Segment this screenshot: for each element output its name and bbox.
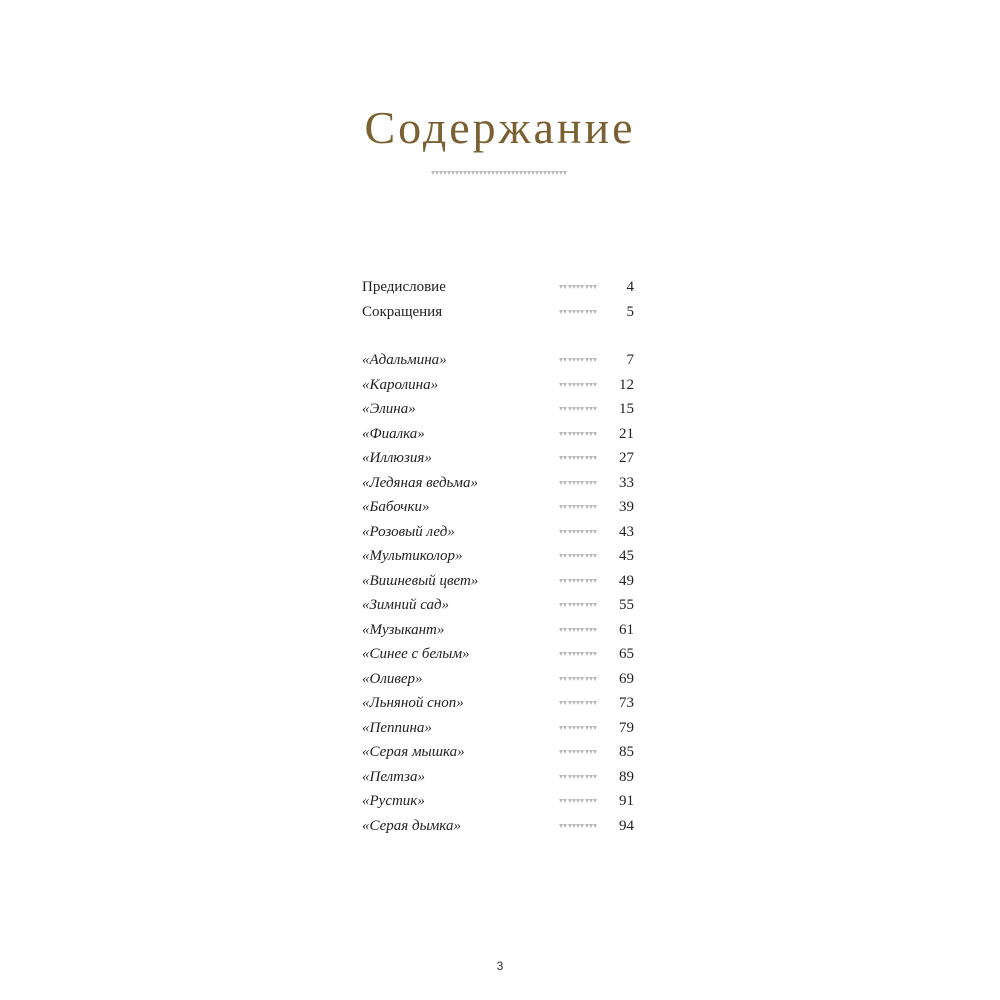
toc-leader-dots <box>559 530 597 535</box>
title-ornament <box>431 168 567 178</box>
toc-entry-title: «Музыкант» <box>362 621 445 638</box>
table-of-contents <box>362 275 634 838</box>
toc-entry-title: «Серая мышка» <box>362 744 465 760</box>
leader-triangle <box>593 285 597 289</box>
leader-triangle <box>593 432 597 436</box>
toc-leader-dots <box>559 456 597 461</box>
toc-entry-page: 21 <box>619 425 634 442</box>
leader-triangle <box>593 310 597 314</box>
toc-entry[interactable] <box>362 471 634 496</box>
toc-entry-page: 7 <box>626 352 634 368</box>
toc-leader-dots <box>559 701 597 706</box>
toc-entry[interactable] <box>362 593 634 618</box>
toc-entry-page: 39 <box>619 499 634 515</box>
leader-triangle <box>593 481 597 485</box>
toc-entry-title: «Серая дымка» <box>362 817 461 834</box>
toc-entry-title: «Ледяная ведьма» <box>362 474 478 491</box>
toc-entry-page: 69 <box>619 670 634 687</box>
toc-leader-dots <box>559 628 597 633</box>
toc-entry[interactable] <box>362 520 634 545</box>
toc-entry-page: 73 <box>619 695 634 711</box>
toc-leader-dots <box>559 432 597 437</box>
leader-triangle <box>593 750 597 754</box>
toc-entry[interactable] <box>362 618 634 643</box>
leader-triangle <box>593 652 597 656</box>
toc-leader-dots <box>559 358 597 363</box>
toc-entry[interactable] <box>362 642 634 667</box>
toc-leader-dots <box>559 750 597 755</box>
toc-entry[interactable] <box>362 667 634 692</box>
toc-leader-dots <box>559 726 597 731</box>
leader-triangle <box>593 775 597 779</box>
leader-triangle <box>593 799 597 803</box>
toc-entry-title: «Пелтза» <box>362 768 426 785</box>
toc-entry-page: 91 <box>619 793 634 809</box>
toc-entry-title: Предисловие <box>362 279 446 295</box>
toc-entry-title: «Льняной сноп» <box>362 695 464 711</box>
toc-entry[interactable] <box>362 716 634 741</box>
ornament-triangle <box>563 171 567 175</box>
toc-entry-page: 79 <box>619 719 634 736</box>
toc-leader-dots <box>559 383 597 388</box>
leader-triangle <box>593 701 597 705</box>
toc-entry-page: 65 <box>619 646 634 662</box>
leader-triangle <box>593 579 597 583</box>
toc-leader-dots <box>559 579 597 584</box>
toc-leader-dots <box>559 285 597 290</box>
toc-entry-title: «Рустик» <box>362 793 425 809</box>
toc-entry[interactable] <box>362 789 634 814</box>
toc-entry[interactable] <box>362 300 634 325</box>
leader-triangle <box>593 726 597 730</box>
toc-entry-page: 85 <box>619 744 634 760</box>
toc-entry[interactable] <box>362 397 634 422</box>
toc-entry-page: 5 <box>626 303 634 320</box>
toc-entry[interactable] <box>362 691 634 716</box>
page-number: 3 <box>496 959 504 973</box>
toc-leader-dots <box>559 505 597 510</box>
toc-entry-page: 61 <box>619 621 634 638</box>
leader-triangle <box>593 456 597 460</box>
leader-triangle <box>593 603 597 607</box>
toc-entry-title: «Мультиколор» <box>362 548 463 564</box>
toc-entry[interactable] <box>362 373 634 398</box>
toc-entry-page: 49 <box>619 572 634 589</box>
toc-entry[interactable] <box>362 544 634 569</box>
toc-entry-title: «Синее с белым» <box>362 646 470 662</box>
leader-triangle <box>593 554 597 558</box>
leader-triangle <box>593 628 597 632</box>
leader-triangle <box>593 358 597 362</box>
toc-leader-dots <box>559 652 597 657</box>
page-title: Содержание <box>364 102 636 153</box>
toc-entry-page: 15 <box>619 401 634 417</box>
toc-entry[interactable] <box>362 569 634 594</box>
toc-entry[interactable] <box>362 422 634 447</box>
toc-entry[interactable] <box>362 275 634 300</box>
toc-leader-dots <box>559 775 597 780</box>
toc-entry-page: 27 <box>619 450 634 466</box>
toc-entry[interactable] <box>362 740 634 765</box>
toc-entry-title: «Адальмина» <box>362 352 447 368</box>
toc-entry-title: «Пеппина» <box>362 719 432 736</box>
toc-entry-title: «Элина» <box>362 401 416 417</box>
toc-entry-page: 55 <box>619 597 634 613</box>
toc-leader-dots <box>559 554 597 559</box>
toc-leader-dots <box>559 677 597 682</box>
toc-entry-page: 33 <box>619 474 634 491</box>
toc-entry-title: «Фиалка» <box>362 425 425 442</box>
leader-triangle <box>593 824 597 828</box>
toc-entry-page: 4 <box>626 279 634 295</box>
toc-entry-page: 43 <box>619 523 634 540</box>
toc-entry-title: «Оливер» <box>362 670 423 687</box>
toc-leader-dots <box>559 824 597 829</box>
toc-entry[interactable] <box>362 495 634 520</box>
leader-triangle <box>593 383 597 387</box>
leader-triangle <box>593 407 597 411</box>
toc-entry-title: «Каролина» <box>362 376 439 393</box>
toc-entry-title: «Бабочки» <box>362 499 430 515</box>
toc-entry-page: 45 <box>619 548 634 564</box>
toc-leader-dots <box>559 603 597 608</box>
toc-entry-page: 89 <box>619 768 634 785</box>
leader-triangle <box>593 677 597 681</box>
toc-entry[interactable] <box>362 446 634 471</box>
toc-entry-title: «Вишневый цвет» <box>362 572 479 589</box>
toc-entry[interactable] <box>362 765 634 790</box>
toc-entry-title: «Зимний сад» <box>362 597 450 613</box>
toc-leader-dots <box>559 407 597 412</box>
toc-entry-title: «Иллюзия» <box>362 450 432 466</box>
toc-leader-dots <box>559 799 597 804</box>
toc-entry[interactable] <box>362 348 634 373</box>
toc-entry[interactable] <box>362 814 634 839</box>
toc-leader-dots <box>559 481 597 486</box>
toc-entry-page: 12 <box>619 376 634 393</box>
leader-triangle <box>593 505 597 509</box>
leader-triangle <box>593 530 597 534</box>
toc-entry-page: 94 <box>619 817 634 834</box>
toc-entry-title: «Розовый лед» <box>362 523 455 540</box>
toc-leader-dots <box>559 310 597 315</box>
toc-entry-title: Сокращения <box>362 303 443 320</box>
